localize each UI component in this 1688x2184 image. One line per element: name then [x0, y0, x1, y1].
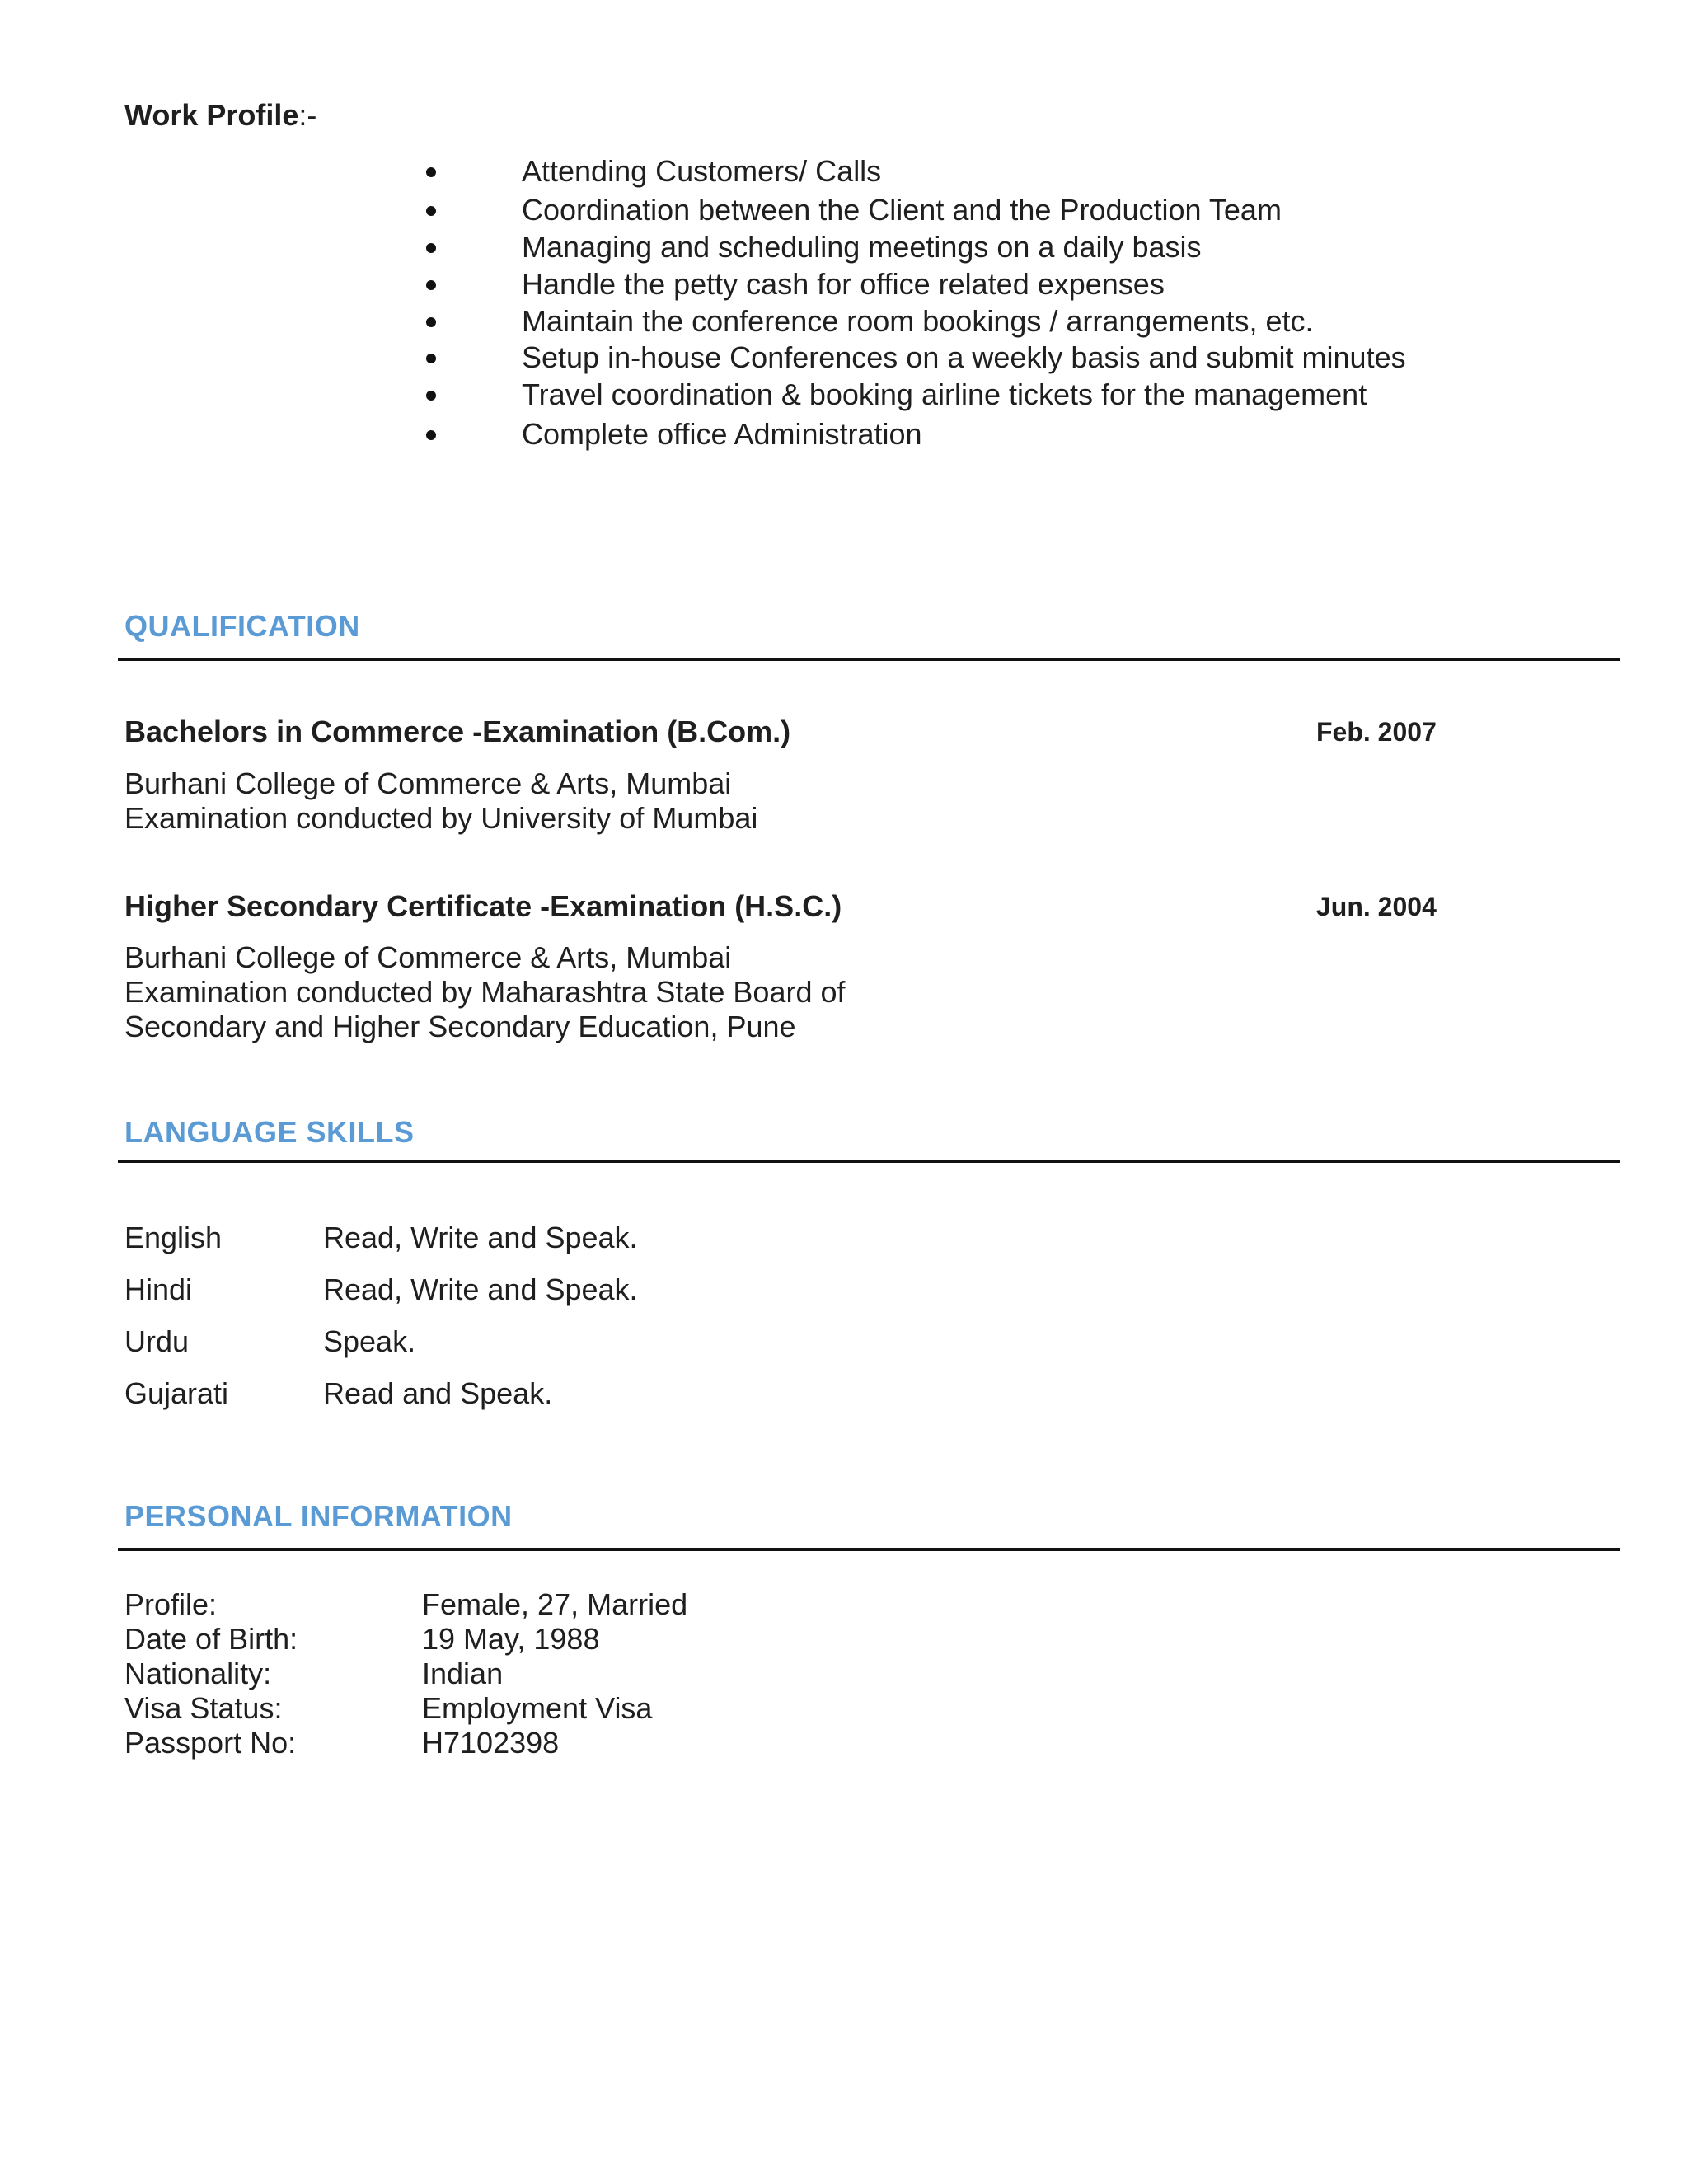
personal-info-label: Passport No:	[124, 1726, 297, 1760]
work-profile-item-text: Attending Customers/ Calls	[522, 154, 882, 188]
personal-information-divider	[118, 1548, 1620, 1551]
personal-info-value: H7102398	[422, 1726, 560, 1760]
bullet-icon	[426, 317, 436, 327]
list-item	[0, 266, 1566, 302]
personal-info-value: Employment Visa	[422, 1691, 653, 1725]
work-profile-item-text: Maintain the conference room bookings / arrangements, etc.	[522, 304, 1314, 338]
qualification-board: Examination conducted by University of Mumbai	[124, 801, 758, 835]
list-item	[0, 153, 1566, 190]
work-profile-heading-label: Work Profile	[124, 98, 299, 132]
list-item	[0, 229, 1566, 265]
qualification-board-cont: Secondary and Higher Secondary Education, Pune	[124, 1010, 796, 1043]
work-profile-item-text: Complete office Administration	[522, 417, 922, 451]
language-level: Speak.	[323, 1324, 416, 1358]
list-item	[0, 416, 1566, 452]
qualification-date: Feb. 2007	[1316, 717, 1437, 747]
work-profile-item-text: Managing and scheduling meetings on a daily basis	[522, 230, 1202, 264]
language-level: Read, Write and Speak.	[323, 1221, 638, 1254]
qualification-degree-title: Higher Secondary Certificate -Examination (H.S.C.)	[124, 889, 842, 923]
work-profile-item-text: Handle the petty cash for office related expenses	[522, 267, 1165, 301]
qualification-institution: Burhani College of Commerce & Arts, Mumbai	[124, 940, 732, 974]
language-skills-heading: LANGUAGE SKILLS	[124, 1115, 415, 1149]
bullet-icon	[426, 391, 436, 401]
personal-information-heading: PERSONAL INFORMATION	[124, 1499, 513, 1533]
work-profile-heading-suffix: :-	[298, 98, 317, 132]
bullet-icon	[426, 280, 436, 290]
work-profile-heading	[124, 97, 316, 134]
language-level: Read, Write and Speak.	[323, 1272, 638, 1306]
bullet-icon	[426, 167, 436, 177]
qualification-degree-title: Bachelors in Commerce -Examination (B.Com.)	[124, 715, 791, 748]
qualification-date: Jun. 2004	[1316, 892, 1437, 921]
work-profile-item-text: Coordination between the Client and the Production Team	[522, 193, 1282, 227]
personal-info-label: Visa Status:	[124, 1691, 283, 1725]
language-skills-divider	[118, 1160, 1620, 1163]
work-profile-item-text: Travel coordination & booking airline tickets for the management	[522, 377, 1367, 411]
qualification-divider	[118, 658, 1620, 661]
bullet-icon	[426, 206, 436, 216]
language-level: Read and Speak.	[323, 1376, 553, 1410]
bullet-icon	[426, 243, 436, 253]
language-name: Hindi	[124, 1272, 193, 1306]
qualification-heading: QUALIFICATION	[124, 609, 360, 643]
personal-info-value: Indian	[422, 1657, 504, 1690]
list-item	[0, 340, 1566, 376]
list-item	[0, 377, 1566, 413]
personal-info-value: Female, 27, Married	[422, 1587, 688, 1621]
qualification-board: Examination conducted by Maharashtra State Board of	[124, 975, 846, 1009]
language-name: Gujarati	[124, 1376, 229, 1410]
work-profile-item-text: Setup in-house Conferences on a weekly basis and submit minutes	[522, 340, 1406, 374]
bullet-icon	[426, 354, 436, 363]
personal-info-label: Nationality:	[124, 1657, 272, 1690]
personal-info-label: Date of Birth:	[124, 1622, 298, 1656]
language-name: English	[124, 1221, 223, 1254]
qualification-institution: Burhani College of Commerce & Arts, Mumbai	[124, 766, 732, 800]
bullet-icon	[426, 430, 436, 440]
language-name: Urdu	[124, 1324, 190, 1358]
personal-info-label: Profile:	[124, 1587, 218, 1621]
personal-info-value: 19 May, 1988	[422, 1622, 600, 1656]
list-item	[0, 192, 1566, 228]
list-item	[0, 303, 1566, 340]
